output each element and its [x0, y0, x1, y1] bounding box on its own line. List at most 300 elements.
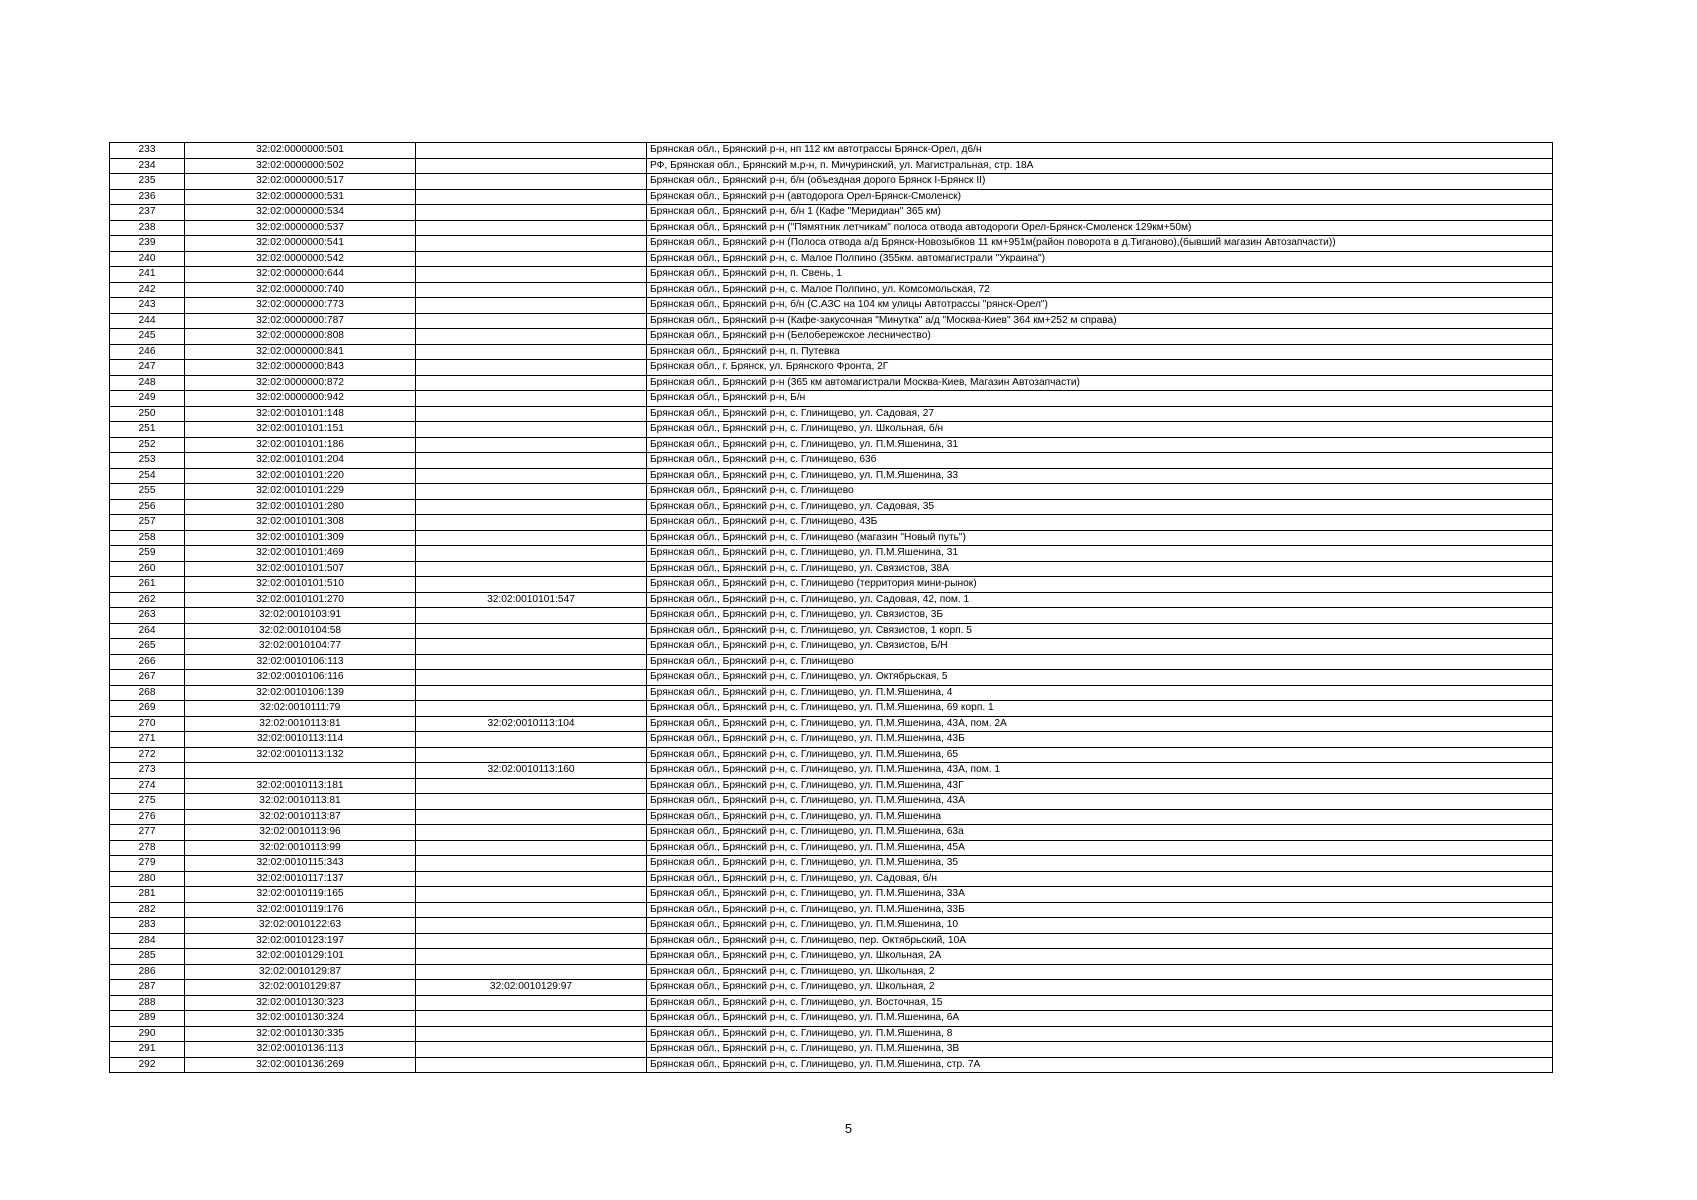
related-cadastral-number-cell	[416, 375, 647, 391]
row-number-cell: 286	[110, 964, 185, 980]
address-cell: Брянская обл., Брянский р-н (365 км автомагистрали Москва-Киев, Магазин Автозапчасти)	[647, 375, 1553, 391]
cadastral-number-cell: 32:02:0010129:101	[185, 949, 416, 965]
related-cadastral-number-cell	[416, 732, 647, 748]
registry-table	[109, 142, 1553, 1073]
related-cadastral-number-cell	[416, 205, 647, 221]
table-row	[110, 794, 1553, 810]
address-cell: Брянская обл., Брянский р-н, с. Глинищево, ул. П.М.Яшенина, 33А	[647, 887, 1553, 903]
cadastral-number-cell: 32:02:0010101:308	[185, 515, 416, 531]
cadastral-number-cell: 32:02:0000000:841	[185, 344, 416, 360]
cadastral-number-cell: 32:02:0010106:113	[185, 654, 416, 670]
table-row	[110, 375, 1553, 391]
address-cell: Брянская обл., Брянский р-н, с. Глинищево, ул. Садовая, б/н	[647, 871, 1553, 887]
table-row	[110, 422, 1553, 438]
row-number-cell: 283	[110, 918, 185, 934]
table-row	[110, 1042, 1553, 1058]
row-number-cell: 262	[110, 592, 185, 608]
cadastral-number-cell: 32:02:0010136:113	[185, 1042, 416, 1058]
cadastral-number-cell: 32:02:0010113:81	[185, 716, 416, 732]
table-row	[110, 747, 1553, 763]
table-row	[110, 949, 1553, 965]
cadastral-number-cell: 32:02:0010101:469	[185, 546, 416, 562]
address-cell: Брянская обл., Брянский р-н, с. Глинищево, ул. Октябрьская, 5	[647, 670, 1553, 686]
table-row	[110, 1057, 1553, 1073]
table-row	[110, 158, 1553, 174]
address-cell: Брянская обл., Брянский р-н, с. Малое Полпино, ул. Комсомольская, 72	[647, 282, 1553, 298]
related-cadastral-number-cell: 32:02:0010101:547	[416, 592, 647, 608]
address-cell: Брянская обл., Брянский р-н, с. Глинищево, 63б	[647, 453, 1553, 469]
related-cadastral-number-cell	[416, 220, 647, 236]
address-cell: Брянская обл., Брянский р-н, с. Глинищево, ул. Школьная, 2	[647, 980, 1553, 996]
address-cell: Брянская обл., Брянский р-н, нп 112 км автотрассы Брянск-Орел, д6/н	[647, 143, 1553, 159]
row-number-cell: 270	[110, 716, 185, 732]
cadastral-number-cell: 32:02:0010106:139	[185, 685, 416, 701]
row-number-cell: 266	[110, 654, 185, 670]
row-number-cell: 258	[110, 530, 185, 546]
address-cell: Брянская обл., Брянский р-н, с. Глинищево, ул. Связистов, 38А	[647, 561, 1553, 577]
address-cell: Брянская обл., Брянский р-н, с. Глинищево, ул. П.М.Яшенина	[647, 809, 1553, 825]
related-cadastral-number-cell	[416, 282, 647, 298]
related-cadastral-number-cell	[416, 499, 647, 515]
address-cell: Брянская обл., Брянский р-н (Полоса отвода а/д Брянск-Новозыбков 11 км+951м(район поворота в д.Тиганово),(бывший магазин Автозапчасти))	[647, 236, 1553, 252]
related-cadastral-number-cell	[416, 902, 647, 918]
address-cell: Брянская обл., Брянский р-н, Б/н	[647, 391, 1553, 407]
address-cell: Брянская обл., Брянский р-н, с. Глинищево, ул. П.М.Яшенина, 6А	[647, 1011, 1553, 1027]
related-cadastral-number-cell	[416, 840, 647, 856]
cadastral-number-cell: 32:02:0010101:280	[185, 499, 416, 515]
row-number-cell: 244	[110, 313, 185, 329]
address-cell: Брянская обл., Брянский р-н, с. Глинищево, ул. П.М.Яшенина, 35	[647, 856, 1553, 872]
related-cadastral-number-cell: 32:02:0010113:104	[416, 716, 647, 732]
table-row	[110, 530, 1553, 546]
table-row	[110, 639, 1553, 655]
row-number-cell: 235	[110, 174, 185, 190]
row-number-cell: 233	[110, 143, 185, 159]
related-cadastral-number-cell	[416, 189, 647, 205]
address-cell: Брянская обл., Брянский р-н (Кафе-закусочная "Минутка" а/д "Москва-Киев" 364 км+252 м справа)	[647, 313, 1553, 329]
row-number-cell: 289	[110, 1011, 185, 1027]
row-number-cell: 267	[110, 670, 185, 686]
row-number-cell: 268	[110, 685, 185, 701]
registry-table-body	[110, 143, 1553, 1073]
related-cadastral-number-cell	[416, 561, 647, 577]
related-cadastral-number-cell	[416, 809, 647, 825]
cadastral-number-cell: 32:02:0010101:270	[185, 592, 416, 608]
table-row	[110, 282, 1553, 298]
related-cadastral-number-cell	[416, 918, 647, 934]
cadastral-number-cell: 32:02:0010111:79	[185, 701, 416, 717]
table-row	[110, 871, 1553, 887]
address-cell: Брянская обл., Брянский р-н, с. Глинищево, ул. П.М.Яшенина, 31	[647, 546, 1553, 562]
table-row	[110, 887, 1553, 903]
table-row	[110, 685, 1553, 701]
related-cadastral-number-cell	[416, 360, 647, 376]
row-number-cell: 260	[110, 561, 185, 577]
row-number-cell: 279	[110, 856, 185, 872]
address-cell: Брянская обл., Брянский р-н, с. Глинищево, ул. Связистов, 1 корп. 5	[647, 623, 1553, 639]
related-cadastral-number-cell	[416, 406, 647, 422]
row-number-cell: 247	[110, 360, 185, 376]
table-row	[110, 840, 1553, 856]
table-row	[110, 701, 1553, 717]
address-cell: Брянская обл., Брянский р-н, п. Свень, 1	[647, 267, 1553, 283]
related-cadastral-number-cell	[416, 251, 647, 267]
related-cadastral-number-cell	[416, 1042, 647, 1058]
table-row	[110, 360, 1553, 376]
row-number-cell: 292	[110, 1057, 185, 1073]
table-row	[110, 623, 1553, 639]
table-row	[110, 918, 1553, 934]
row-number-cell: 243	[110, 298, 185, 314]
cadastral-number-cell: 32:02:0000000:872	[185, 375, 416, 391]
address-cell: Брянская обл., Брянский р-н, с. Глинищево (территория мини-рынок)	[647, 577, 1553, 593]
address-cell: Брянская обл., Брянский р-н, б/н (С.АЗС на 104 км улицы Автотрассы "рянск-Орел")	[647, 298, 1553, 314]
address-cell: Брянская обл., Брянский р-н, с. Глинищево, ул. П.М.Яшенина, 43Г	[647, 778, 1553, 794]
cadastral-number-cell: 32:02:0000000:808	[185, 329, 416, 345]
cadastral-number-cell: 32:02:0000000:517	[185, 174, 416, 190]
cadastral-number-cell: 32:02:0010101:220	[185, 468, 416, 484]
related-cadastral-number-cell	[416, 453, 647, 469]
table-row	[110, 298, 1553, 314]
cadastral-number-cell: 32:02:0010129:87	[185, 980, 416, 996]
row-number-cell: 257	[110, 515, 185, 531]
table-row	[110, 189, 1553, 205]
cadastral-number-cell: 32:02:0010101:229	[185, 484, 416, 500]
table-row	[110, 515, 1553, 531]
address-cell: Брянская обл., Брянский р-н, с. Глинищево	[647, 484, 1553, 500]
address-cell: Брянская обл., Брянский р-н, с. Глинищево, ул. П.М.Яшенина, 43А, пом. 1	[647, 763, 1553, 779]
cadastral-number-cell: 32:02:0000000:843	[185, 360, 416, 376]
row-number-cell: 251	[110, 422, 185, 438]
table-row	[110, 933, 1553, 949]
address-cell: Брянская обл., Брянский р-н, с. Глинищево, ул. П.М.Яшенина, 33	[647, 468, 1553, 484]
related-cadastral-number-cell	[416, 747, 647, 763]
cadastral-number-cell: 32:02:0010136:269	[185, 1057, 416, 1073]
address-cell: Брянская обл., Брянский р-н, с. Глинищево, 43Б	[647, 515, 1553, 531]
row-number-cell: 261	[110, 577, 185, 593]
cadastral-number-cell: 32:02:0010130:335	[185, 1026, 416, 1042]
related-cadastral-number-cell	[416, 530, 647, 546]
related-cadastral-number-cell	[416, 546, 647, 562]
address-cell: Брянская обл., Брянский р-н, с. Глинищево, ул. Садовая, 27	[647, 406, 1553, 422]
related-cadastral-number-cell	[416, 437, 647, 453]
cadastral-number-cell: 32:02:0010101:148	[185, 406, 416, 422]
row-number-cell: 277	[110, 825, 185, 841]
table-row	[110, 344, 1553, 360]
table-row	[110, 763, 1553, 779]
cadastral-number-cell: 32:02:0010104:58	[185, 623, 416, 639]
address-cell: Брянская обл., Брянский р-н, с. Глинищево, ул. Школьная, б/н	[647, 422, 1553, 438]
row-number-cell: 234	[110, 158, 185, 174]
related-cadastral-number-cell	[416, 778, 647, 794]
row-number-cell: 275	[110, 794, 185, 810]
table-row	[110, 205, 1553, 221]
address-cell: Брянская обл., Брянский р-н ("Пямятник летчикам" полоса отвода автодороги Орел-Брянск-Смоленск 129км+50м)	[647, 220, 1553, 236]
cadastral-number-cell: 32:02:0000000:773	[185, 298, 416, 314]
table-row	[110, 499, 1553, 515]
address-cell: Брянская обл., Брянский р-н (Белобережское лесничество)	[647, 329, 1553, 345]
row-number-cell: 236	[110, 189, 185, 205]
related-cadastral-number-cell	[416, 313, 647, 329]
address-cell: Брянская обл., Брянский р-н, б/н 1 (Кафе "Меридиан" 365 км)	[647, 205, 1553, 221]
table-row	[110, 220, 1553, 236]
row-number-cell: 256	[110, 499, 185, 515]
address-cell: Брянская обл., Брянский р-н, с. Глинищево, ул. П.М.Яшенина, 45А	[647, 840, 1553, 856]
table-row	[110, 437, 1553, 453]
address-cell: Брянская обл., Брянский р-н, с. Глинищево, ул. Связистов, 3Б	[647, 608, 1553, 624]
cadastral-number-cell: 32:02:0010101:186	[185, 437, 416, 453]
row-number-cell: 259	[110, 546, 185, 562]
table-row	[110, 391, 1553, 407]
related-cadastral-number-cell	[416, 577, 647, 593]
table-row	[110, 468, 1553, 484]
table-row	[110, 995, 1553, 1011]
table-row	[110, 654, 1553, 670]
related-cadastral-number-cell	[416, 1011, 647, 1027]
cadastral-number-cell: 32:02:0000000:537	[185, 220, 416, 236]
address-cell: Брянская обл., Брянский р-н, с. Глинищево, ул. Школьная, 2А	[647, 949, 1553, 965]
page-number: 5	[844, 1121, 853, 1136]
related-cadastral-number-cell	[416, 794, 647, 810]
cadastral-number-cell: 32:02:0000000:644	[185, 267, 416, 283]
related-cadastral-number-cell	[416, 1026, 647, 1042]
row-number-cell: 291	[110, 1042, 185, 1058]
table-row	[110, 174, 1553, 190]
table-row	[110, 561, 1553, 577]
cadastral-number-cell: 32:02:0010113:87	[185, 809, 416, 825]
cadastral-number-cell: 32:02:0010113:181	[185, 778, 416, 794]
address-cell: Брянская обл., Брянский р-н, с. Глинищево, ул. Связистов, Б/Н	[647, 639, 1553, 655]
table-row	[110, 313, 1553, 329]
address-cell: Брянская обл., Брянский р-н, с. Глинищево, ул. П.М.Яшенина, 8	[647, 1026, 1553, 1042]
cadastral-number-cell: 32:02:0010106:116	[185, 670, 416, 686]
address-cell: Брянская обл., Брянский р-н, с. Глинищево, ул. Восточная, 15	[647, 995, 1553, 1011]
row-number-cell: 288	[110, 995, 185, 1011]
table-row	[110, 980, 1553, 996]
row-number-cell: 250	[110, 406, 185, 422]
related-cadastral-number-cell	[416, 1057, 647, 1073]
address-cell: Брянская обл., Брянский р-н, с. Глинищево, ул. П.М.Яшенина, 65	[647, 747, 1553, 763]
cadastral-number-cell: 32:02:0000000:541	[185, 236, 416, 252]
address-cell: РФ, Брянская обл., Брянский м.р-н, п. Мичуринский, ул. Магистральная, стр. 18А	[647, 158, 1553, 174]
address-cell: Брянская обл., Брянский р-н, с. Глинищево, ул. П.М.Яшенина, 3В	[647, 1042, 1553, 1058]
cadastral-number-cell: 32:02:0000000:534	[185, 205, 416, 221]
related-cadastral-number-cell	[416, 329, 647, 345]
row-number-cell: 242	[110, 282, 185, 298]
related-cadastral-number-cell: 32:02:0010113:160	[416, 763, 647, 779]
table-row	[110, 143, 1553, 159]
cadastral-number-cell: 32:02:0010122:63	[185, 918, 416, 934]
related-cadastral-number-cell	[416, 344, 647, 360]
row-number-cell: 240	[110, 251, 185, 267]
table-row	[110, 577, 1553, 593]
row-number-cell: 248	[110, 375, 185, 391]
row-number-cell: 287	[110, 980, 185, 996]
cadastral-number-cell: 32:02:0010101:507	[185, 561, 416, 577]
related-cadastral-number-cell	[416, 825, 647, 841]
related-cadastral-number-cell	[416, 856, 647, 872]
row-number-cell: 285	[110, 949, 185, 965]
related-cadastral-number-cell	[416, 964, 647, 980]
related-cadastral-number-cell	[416, 608, 647, 624]
table-row	[110, 236, 1553, 252]
related-cadastral-number-cell	[416, 391, 647, 407]
address-cell: Брянская обл., Брянский р-н, с. Глинищево, пер. Октябрьский, 10А	[647, 933, 1553, 949]
cadastral-number-cell: 32:02:0000000:942	[185, 391, 416, 407]
table-row	[110, 809, 1553, 825]
cadastral-number-cell: 32:02:0000000:787	[185, 313, 416, 329]
cadastral-number-cell: 32:02:0010119:176	[185, 902, 416, 918]
table-row	[110, 902, 1553, 918]
table-row	[110, 964, 1553, 980]
related-cadastral-number-cell	[416, 143, 647, 159]
cadastral-number-cell: 32:02:0010115:343	[185, 856, 416, 872]
address-cell: Брянская обл., Брянский р-н, с. Глинищево, ул. П.М.Яшенина, 69 корп. 1	[647, 701, 1553, 717]
cadastral-number-cell: 32:02:0010101:204	[185, 453, 416, 469]
row-number-cell: 245	[110, 329, 185, 345]
address-cell: Брянская обл., Брянский р-н, с. Глинищево, ул. Садовая, 35	[647, 499, 1553, 515]
row-number-cell: 253	[110, 453, 185, 469]
related-cadastral-number-cell	[416, 236, 647, 252]
cadastral-number-cell: 32:02:0010130:324	[185, 1011, 416, 1027]
related-cadastral-number-cell	[416, 995, 647, 1011]
related-cadastral-number-cell	[416, 670, 647, 686]
table-row	[110, 329, 1553, 345]
table-row	[110, 251, 1553, 267]
table-row	[110, 484, 1553, 500]
cadastral-number-cell: 32:02:0010113:132	[185, 747, 416, 763]
row-number-cell: 272	[110, 747, 185, 763]
table-row	[110, 716, 1553, 732]
address-cell: Брянская обл., Брянский р-н, с. Глинищево, ул. П.М.Яшенина, 10	[647, 918, 1553, 934]
row-number-cell: 254	[110, 468, 185, 484]
row-number-cell: 278	[110, 840, 185, 856]
address-cell: Брянская обл., Брянский р-н, с. Глинищево, ул. Садовая, 42, пом. 1	[647, 592, 1553, 608]
related-cadastral-number-cell	[416, 484, 647, 500]
cadastral-number-cell: 32:02:0010113:99	[185, 840, 416, 856]
row-number-cell: 241	[110, 267, 185, 283]
related-cadastral-number-cell	[416, 654, 647, 670]
table-row	[110, 670, 1553, 686]
related-cadastral-number-cell	[416, 267, 647, 283]
cadastral-number-cell: 32:02:0010123:197	[185, 933, 416, 949]
table-row	[110, 546, 1553, 562]
related-cadastral-number-cell	[416, 701, 647, 717]
related-cadastral-number-cell	[416, 174, 647, 190]
address-cell: Брянская обл., Брянский р-н, с. Глинищево, ул. П.М.Яшенина, 4	[647, 685, 1553, 701]
row-number-cell: 264	[110, 623, 185, 639]
row-number-cell: 280	[110, 871, 185, 887]
table-row	[110, 406, 1553, 422]
address-cell: Брянская обл., Брянский р-н, с. Малое Полпино (355км. автомагистрали "Украина")	[647, 251, 1553, 267]
row-number-cell: 282	[110, 902, 185, 918]
cadastral-number-cell: 32:02:0010129:87	[185, 964, 416, 980]
cadastral-number-cell: 32:02:0000000:502	[185, 158, 416, 174]
table-row	[110, 608, 1553, 624]
row-number-cell: 281	[110, 887, 185, 903]
address-cell: Брянская обл., Брянский р-н, б/н (объездная дорого Брянск I-Брянск II)	[647, 174, 1553, 190]
table-row	[110, 732, 1553, 748]
related-cadastral-number-cell	[416, 933, 647, 949]
row-number-cell: 273	[110, 763, 185, 779]
table-row	[110, 825, 1553, 841]
address-cell: Брянская обл., г. Брянск, ул. Брянского Фронта, 2Г	[647, 360, 1553, 376]
table-row	[110, 1026, 1553, 1042]
row-number-cell: 271	[110, 732, 185, 748]
row-number-cell: 263	[110, 608, 185, 624]
row-number-cell: 252	[110, 437, 185, 453]
cadastral-number-cell: 32:02:0010117:137	[185, 871, 416, 887]
row-number-cell: 237	[110, 205, 185, 221]
cadastral-number-cell: 32:02:0010103:91	[185, 608, 416, 624]
table-row	[110, 592, 1553, 608]
table-row	[110, 453, 1553, 469]
cadastral-number-cell	[185, 763, 416, 779]
row-number-cell: 284	[110, 933, 185, 949]
related-cadastral-number-cell	[416, 422, 647, 438]
cadastral-number-cell: 32:02:0010101:510	[185, 577, 416, 593]
cadastral-number-cell: 32:02:0000000:531	[185, 189, 416, 205]
address-cell: Брянская обл., Брянский р-н, с. Глинищево	[647, 654, 1553, 670]
related-cadastral-number-cell	[416, 515, 647, 531]
cadastral-number-cell: 32:02:0010119:165	[185, 887, 416, 903]
address-cell: Брянская обл., Брянский р-н, с. Глинищево (магазин "Новый путь")	[647, 530, 1553, 546]
address-cell: Брянская обл., Брянский р-н, с. Глинищево, ул. П.М.Яшенина, 43Б	[647, 732, 1553, 748]
table-row	[110, 778, 1553, 794]
address-cell: Брянская обл., Брянский р-н, с. Глинищево, ул. П.М.Яшенина, 43А	[647, 794, 1553, 810]
related-cadastral-number-cell	[416, 949, 647, 965]
cadastral-number-cell: 32:02:0010113:81	[185, 794, 416, 810]
table-row	[110, 267, 1553, 283]
cadastral-number-cell: 32:02:0010101:309	[185, 530, 416, 546]
related-cadastral-number-cell	[416, 639, 647, 655]
table-row	[110, 1011, 1553, 1027]
cadastral-number-cell: 32:02:0010104:77	[185, 639, 416, 655]
row-number-cell: 290	[110, 1026, 185, 1042]
row-number-cell: 274	[110, 778, 185, 794]
cadastral-number-cell: 32:02:0010113:114	[185, 732, 416, 748]
address-cell: Брянская обл., Брянский р-н, с. Глинищево, ул. П.М.Яшенина, 33Б	[647, 902, 1553, 918]
related-cadastral-number-cell	[416, 887, 647, 903]
cadastral-number-cell: 32:02:0000000:740	[185, 282, 416, 298]
row-number-cell: 238	[110, 220, 185, 236]
cadastral-number-cell: 32:02:0010130:323	[185, 995, 416, 1011]
related-cadastral-number-cell	[416, 298, 647, 314]
row-number-cell: 265	[110, 639, 185, 655]
row-number-cell: 276	[110, 809, 185, 825]
row-number-cell: 246	[110, 344, 185, 360]
related-cadastral-number-cell	[416, 468, 647, 484]
address-cell: Брянская обл., Брянский р-н, п. Путевка	[647, 344, 1553, 360]
address-cell: Брянская обл., Брянский р-н, с. Глинищево, ул. Школьная, 2	[647, 964, 1553, 980]
row-number-cell: 239	[110, 236, 185, 252]
related-cadastral-number-cell: 32:02:0010129:97	[416, 980, 647, 996]
row-number-cell: 269	[110, 701, 185, 717]
related-cadastral-number-cell	[416, 871, 647, 887]
row-number-cell: 255	[110, 484, 185, 500]
address-cell: Брянская обл., Брянский р-н (автодорога Орел-Брянск-Смоленск)	[647, 189, 1553, 205]
address-cell: Брянская обл., Брянский р-н, с. Глинищево, ул. П.М.Яшенина, 31	[647, 437, 1553, 453]
related-cadastral-number-cell	[416, 685, 647, 701]
address-cell: Брянская обл., Брянский р-н, с. Глинищево, ул. П.М.Яшенина, стр. 7А	[647, 1057, 1553, 1073]
cadastral-number-cell: 32:02:0000000:501	[185, 143, 416, 159]
address-cell: Брянская обл., Брянский р-н, с. Глинищево, ул. П.М.Яшенина, 63а	[647, 825, 1553, 841]
cadastral-number-cell: 32:02:0010113:96	[185, 825, 416, 841]
cadastral-number-cell: 32:02:0000000:542	[185, 251, 416, 267]
related-cadastral-number-cell	[416, 158, 647, 174]
cadastral-number-cell: 32:02:0010101:151	[185, 422, 416, 438]
related-cadastral-number-cell	[416, 623, 647, 639]
